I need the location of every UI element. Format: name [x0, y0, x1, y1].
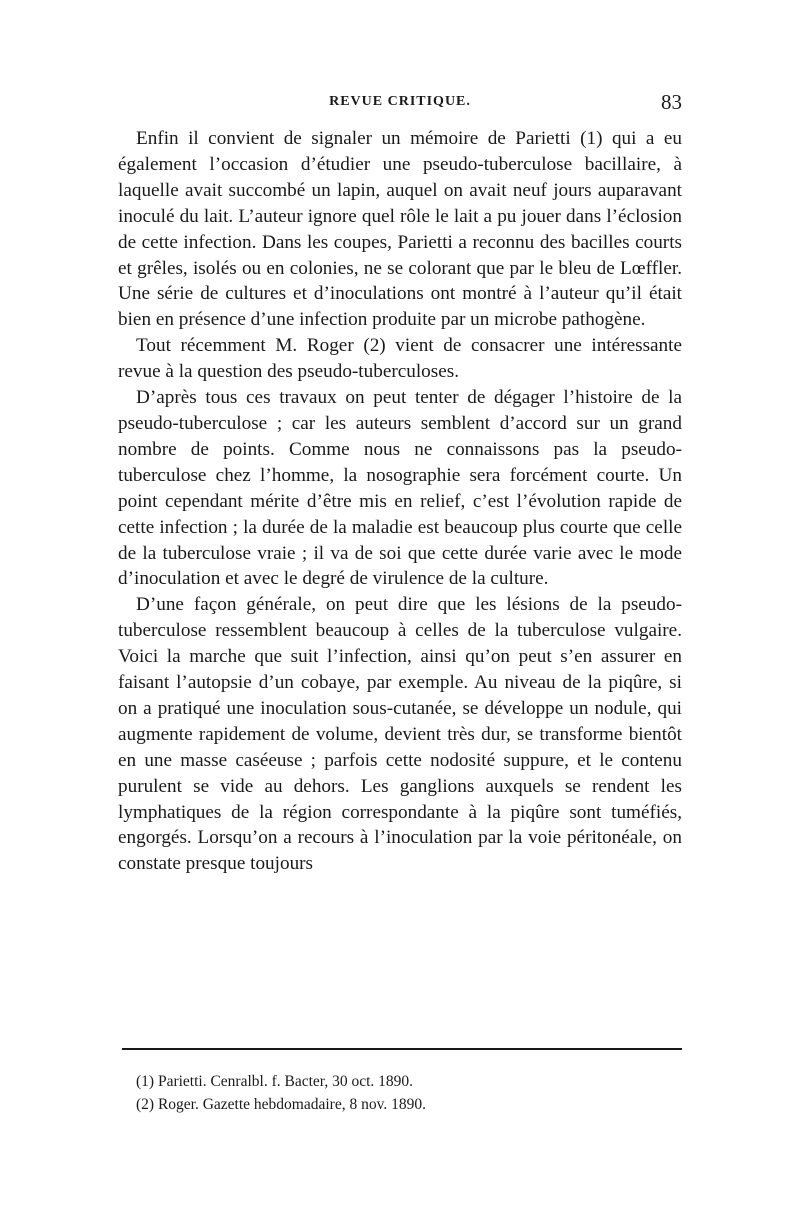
body-text — [118, 126, 682, 877]
paragraph: Tout récemment M. Roger (2) vient de consacrer une intéressante revue à la question des pseudo-tuberculoses. — [118, 335, 682, 383]
running-head — [118, 92, 682, 118]
footnote: (2) Roger. Gazette hebdomadaire, 8 nov. 1890. — [136, 1096, 426, 1113]
running-title: REVUE CRITIQUE. — [329, 94, 471, 109]
paragraph: D’une façon générale, on peut dire que les lésions de la pseudo-tuberculose ressemblent beaucoup à celles de la tuberculose vulgaire. Voici la marche que suit l’infection, ainsi qu’on peut s’en assurer en faisant l’autopsie d’un cobaye, par exemple. Au niveau de la piqûre, si on a pratiqué une inoculation sous-cutanée, se développe un nodule, qui augmente rapidement de volume, devient très dur, se transforme bientôt en une masse caséeuse ; parfois cette nodosité suppure, et le contenu purulent se vide au dehors. Les ganglions auxquels se rendent les lymphatiques de la région correspondante à la piqûre sont tuméfiés, engorgés. Lorsqu’on a recours à l’inoculation par la voie péritonéale, on constate presque toujours — [118, 594, 682, 875]
footnote: (1) Parietti. Cenralbl. f. Bacter, 30 oct. 1890. — [136, 1073, 414, 1090]
page-number: 83 — [661, 90, 682, 114]
paragraph: D’après tous ces travaux on peut tenter de dégager l’histoire de la pseudo-tuberculose ; car les auteurs semblent d’accord sur un grand nombre de points. Comme nous ne connaissons pas la pseudo-tuberculose chez l’homme, la nosographie sera forcément courte. Un point cependant mérite d’être mis en relief, c’est l’évolution rapide de cette infection ; la durée de la maladie est beaucoup plus courte que celle de la tuberculose vraie ; il va de soi que cette durée varie avec le mode d’inoculation et avec le degré de virulence de la culture. — [118, 387, 682, 590]
footnote-rule — [122, 1048, 682, 1050]
paragraph: Enfin il convient de signaler un mémoire de Parietti (1) qui a eu également l’occasion d’étudier une pseudo-tuberculose bacillaire, à laquelle avait succombé un lapin, auquel on avait neuf jours auparavant inoculé du lait. L’auteur ignore quel rôle le lait a pu jouer dans l’éclosion de cette infection. Dans les coupes, Parietti a reconnu des bacilles courts et grêles, isolés ou en colonies, ne se colorant que par le bleu de Lœffler. Une série de cultures et d’inoculations ont montré à l’auteur qu’il était bien en présence d’une infection produite par un microbe pathogène. — [118, 128, 682, 331]
footnotes — [136, 1070, 676, 1116]
